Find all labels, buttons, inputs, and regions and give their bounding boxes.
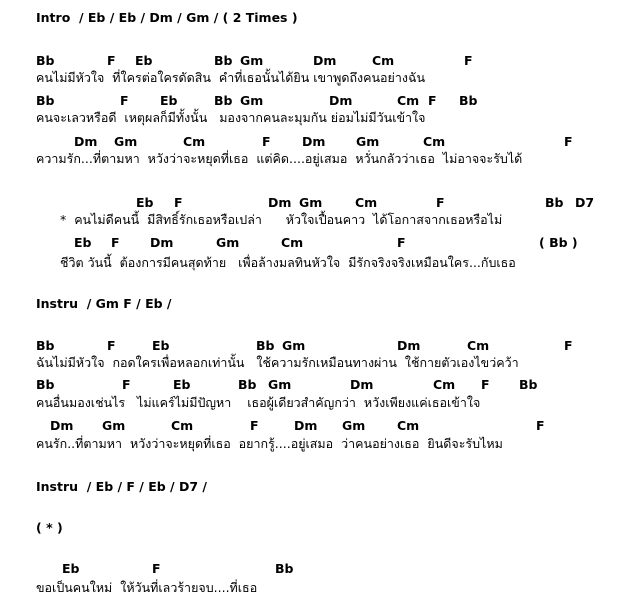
chord: F <box>111 235 120 250</box>
chord: Cm <box>355 195 378 210</box>
chord: Cm <box>372 53 395 68</box>
chord: Cm <box>183 134 206 149</box>
chord: Cm <box>171 418 194 433</box>
chord: Dm <box>150 235 174 250</box>
chord: F <box>174 195 183 210</box>
chord: Bb <box>519 377 538 392</box>
chord: Dm <box>350 377 374 392</box>
lyric-line: คนรัก..ที่ตามหา หวังว่าจะหยุดที่เธอ อยากรู้....อยู่เสมอ ว่าคนอย่างเธอ ยินดีจะรับไหม <box>36 436 503 451</box>
chord: Gm <box>356 134 380 149</box>
chord: Cm <box>423 134 446 149</box>
chord: Bb <box>275 561 294 576</box>
chord: Eb <box>160 93 178 108</box>
chord: Dm <box>302 134 326 149</box>
instru-label: Instru / Gm F / Eb / <box>36 296 172 311</box>
chord: D7 <box>575 195 595 210</box>
chord: Gm <box>114 134 138 149</box>
chord: Bb <box>256 338 275 353</box>
chord: Gm <box>282 338 306 353</box>
chord: Bb <box>36 53 55 68</box>
chord: Dm <box>329 93 353 108</box>
chord: Cm <box>397 418 420 433</box>
chord: Eb <box>152 338 170 353</box>
chord: F <box>464 53 473 68</box>
chord: Bb <box>545 195 564 210</box>
chord: Eb <box>173 377 191 392</box>
chord: Gm <box>216 235 240 250</box>
chord: Dm <box>397 338 421 353</box>
repeat-marker: ( * ) <box>36 520 63 535</box>
chord: ( Bb ) <box>539 235 578 250</box>
chord: Bb <box>36 93 55 108</box>
lyric-line: ชีวิต วันนี้ ต้องการมีคนสุดท้าย เพื่อล้างมลทินหัวใจ มีรักจริงจริงเหมือนใคร...กับเธอ <box>60 255 516 270</box>
chord: Bb <box>459 93 478 108</box>
chord: Bb <box>36 377 55 392</box>
instru-label: Instru / Eb / F / Eb / D7 / <box>36 479 207 494</box>
chord: F <box>564 338 573 353</box>
chord: Gm <box>102 418 126 433</box>
chord: F <box>397 235 406 250</box>
chord: F <box>122 377 131 392</box>
chord: Dm <box>50 418 74 433</box>
chord: F <box>250 418 259 433</box>
chord: Gm <box>268 377 292 392</box>
chord: Bb <box>214 93 233 108</box>
chord: Cm <box>281 235 304 250</box>
chord: F <box>107 53 116 68</box>
chord: Dm <box>313 53 337 68</box>
chord: Bb <box>238 377 257 392</box>
chord: Eb <box>74 235 92 250</box>
lyric-line: ขอเป็นคนใหม่ ให้วันที่เลวร้ายจบ....ที่เธอ <box>36 580 258 595</box>
chord: Cm <box>467 338 490 353</box>
chord: F <box>481 377 490 392</box>
lyric-line: คนอื่นมองเช่นไร ไม่แคร์ไม่มีปัญหา เธอผู้เดียวสำคัญกว่า หวังเพียงแค่เธอเข้าใจ <box>36 395 481 410</box>
chord: F <box>262 134 271 149</box>
chord: F <box>536 418 545 433</box>
lyric-line: * คนไม่ดีคนนี้ มีสิทธิ์รักเธอหรือเปล่า หัวใจเปื้อนคาว ได้โอกาสจากเธอหรือไม่ <box>60 212 503 227</box>
chord: Bb <box>36 338 55 353</box>
chord: Cm <box>397 93 420 108</box>
chord: Eb <box>62 561 80 576</box>
lyric-line: ฉันไม่มีหัวใจ กอดใครเพื่อหลอกเท่านั้น ใช้ความรักเหมือนทางผ่าน ใช้กายตัวเองไขว่คว้า <box>36 355 519 370</box>
chord: Gm <box>342 418 366 433</box>
chord: Cm <box>433 377 456 392</box>
chord: F <box>436 195 445 210</box>
chord: Bb <box>214 53 233 68</box>
chord: F <box>428 93 437 108</box>
chord: F <box>120 93 129 108</box>
chord: Dm <box>268 195 292 210</box>
lyric-line: คนจะเลวหรือดี เหตุผลก็มีทั้งนั้น มองจากคนละมุมกัน ย่อมไม่มีวันเข้าใจ <box>36 110 426 125</box>
chord: F <box>107 338 116 353</box>
chord: Gm <box>299 195 323 210</box>
intro-label: Intro / Eb / Eb / Dm / Gm / ( 2 Times ) <box>36 10 298 25</box>
chord: Gm <box>240 53 264 68</box>
chord: Dm <box>294 418 318 433</box>
chord: F <box>152 561 161 576</box>
chord: Dm <box>74 134 98 149</box>
chord: Gm <box>240 93 264 108</box>
chord: F <box>564 134 573 149</box>
chord: Eb <box>135 53 153 68</box>
chord: Eb <box>136 195 154 210</box>
lyric-line: คนไม่มีหัวใจ ที่ใครต่อใครดัดสิน คำที่เธอนั้นได้ยิน เขาพูดถึงคนอย่างฉัน <box>36 70 426 85</box>
lyric-line: ความรัก...ที่ตามหา หวังว่าจะหยุดที่เธอ แต่คิด....อยู่เสมอ หวั่นกลัวว่าเธอ ไม่อาจจะรับได้ <box>36 151 523 166</box>
